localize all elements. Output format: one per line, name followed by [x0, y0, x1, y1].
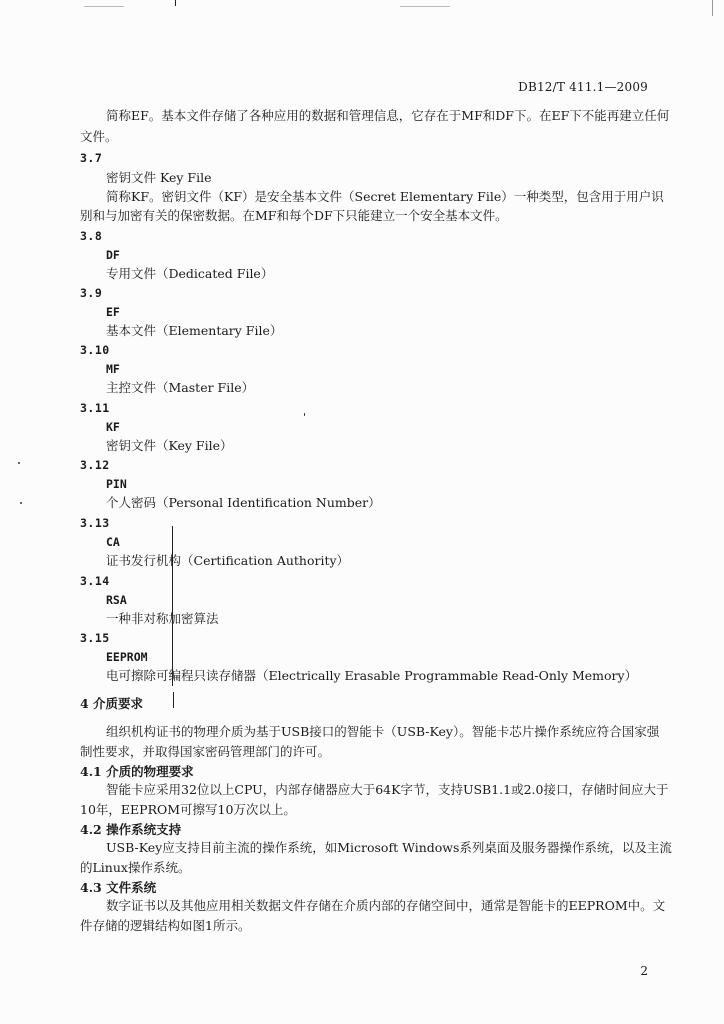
scan-speck: [18, 462, 20, 464]
term-full-name: 证书发行机构（Certification Authority）: [106, 553, 350, 568]
term-abbreviation: MF: [106, 362, 120, 376]
paragraph-line: 数字证书以及其他应用相关数据文件存储在介质内部的存储空间中，通常是智能卡的EEPROM中。文: [106, 898, 666, 913]
term-full-name: 电可擦除可编程只读存储器（Electrically Erasable Programmable Read-Only Memory）: [106, 668, 638, 683]
term-abbreviation: CA: [106, 535, 120, 549]
scan-mark: [400, 0, 450, 7]
scan-mark: [84, 0, 124, 7]
scan-line: [173, 692, 174, 708]
term-abbreviation: PIN: [106, 477, 127, 491]
paragraph-line: 简称EF。基本文件存储了各种应用的数据和管理信息，它存在于MF和DF下。在EF下不能再建立任何: [106, 108, 670, 123]
paragraph-line: 文件。: [80, 129, 118, 144]
term-number: 3.10: [80, 343, 110, 357]
term-full-name: 密钥文件（Key File）: [106, 438, 233, 453]
scan-speck: [304, 413, 305, 416]
paragraph-line: 制性要求，并取得国家密码管理部门的许可。: [80, 744, 331, 759]
standard-code: DB12/T 411.1—2009: [518, 80, 648, 94]
term-abbreviation: DF: [106, 248, 120, 262]
section-heading: 4.1 介质的物理要求: [80, 764, 194, 779]
term-number: 3.11: [80, 401, 110, 415]
term-full-name: 专用文件（Dedicated File）: [106, 266, 274, 281]
page-number: 2: [640, 964, 648, 978]
paragraph-line: 简称KF。密钥文件（KF）是安全基本文件（Secret Elementary File）一种类型，包含用于用户识: [106, 189, 664, 204]
paragraph-line: 件存储的逻辑结构如图1所示。: [80, 918, 251, 933]
term-full-name: 个人密码（Personal Identification Number）: [106, 495, 381, 510]
paragraph-line: USB-Key应支持目前主流的操作系统，如Microsoft Windows系列桌面及服务器操作系统，以及主流: [106, 840, 672, 855]
paragraph-line: 10年，EEPROM可擦写10万次以上。: [80, 802, 296, 817]
section-heading: 4 介质要求: [80, 696, 144, 711]
term-number: 3.9: [80, 286, 103, 300]
term-number: 3.8: [80, 229, 103, 243]
paragraph-line: 智能卡应采用32位以上CPU，内部存储器应大于64K字节，支持USB1.1或2.0接口，存储时间应大于: [106, 782, 669, 797]
scan-line: [172, 526, 173, 686]
paragraph-line: 的Linux操作系统。: [80, 860, 191, 875]
term-abbreviation: EF: [106, 305, 120, 319]
section-heading: 4.3 文件系统: [80, 880, 157, 895]
term-number: 3.12: [80, 458, 110, 472]
term-number: 3.14: [80, 574, 110, 588]
term-abbreviation: EEPROM: [106, 650, 148, 664]
scan-mark: [175, 0, 176, 6]
term-number: 3.13: [80, 516, 110, 530]
term-full-name: 主控文件（Master File）: [106, 380, 255, 395]
paragraph-line: 别和与加密有关的保密数据。在MF和每个DF下只能建立一个安全基本文件。: [80, 208, 508, 223]
term-abbreviation: KF: [106, 420, 120, 434]
term-number: 3.15: [80, 631, 110, 645]
term-number: 3.7: [80, 151, 103, 165]
term-abbreviation: RSA: [106, 593, 127, 607]
term-full-name: 基本文件（Elementary File）: [106, 323, 283, 338]
paragraph-line: 组织机构证书的物理介质为基于USB接口的智能卡（USB-Key）。智能卡芯片操作系统应符合国家强: [106, 724, 660, 739]
section-heading: 4.2 操作系统支持: [80, 822, 182, 837]
scan-mark: [712, 0, 713, 16]
scan-speck: [20, 502, 22, 504]
term-title: 密钥文件 Key File: [106, 170, 212, 185]
term-full-name: 一种非对称加密算法: [106, 611, 219, 626]
